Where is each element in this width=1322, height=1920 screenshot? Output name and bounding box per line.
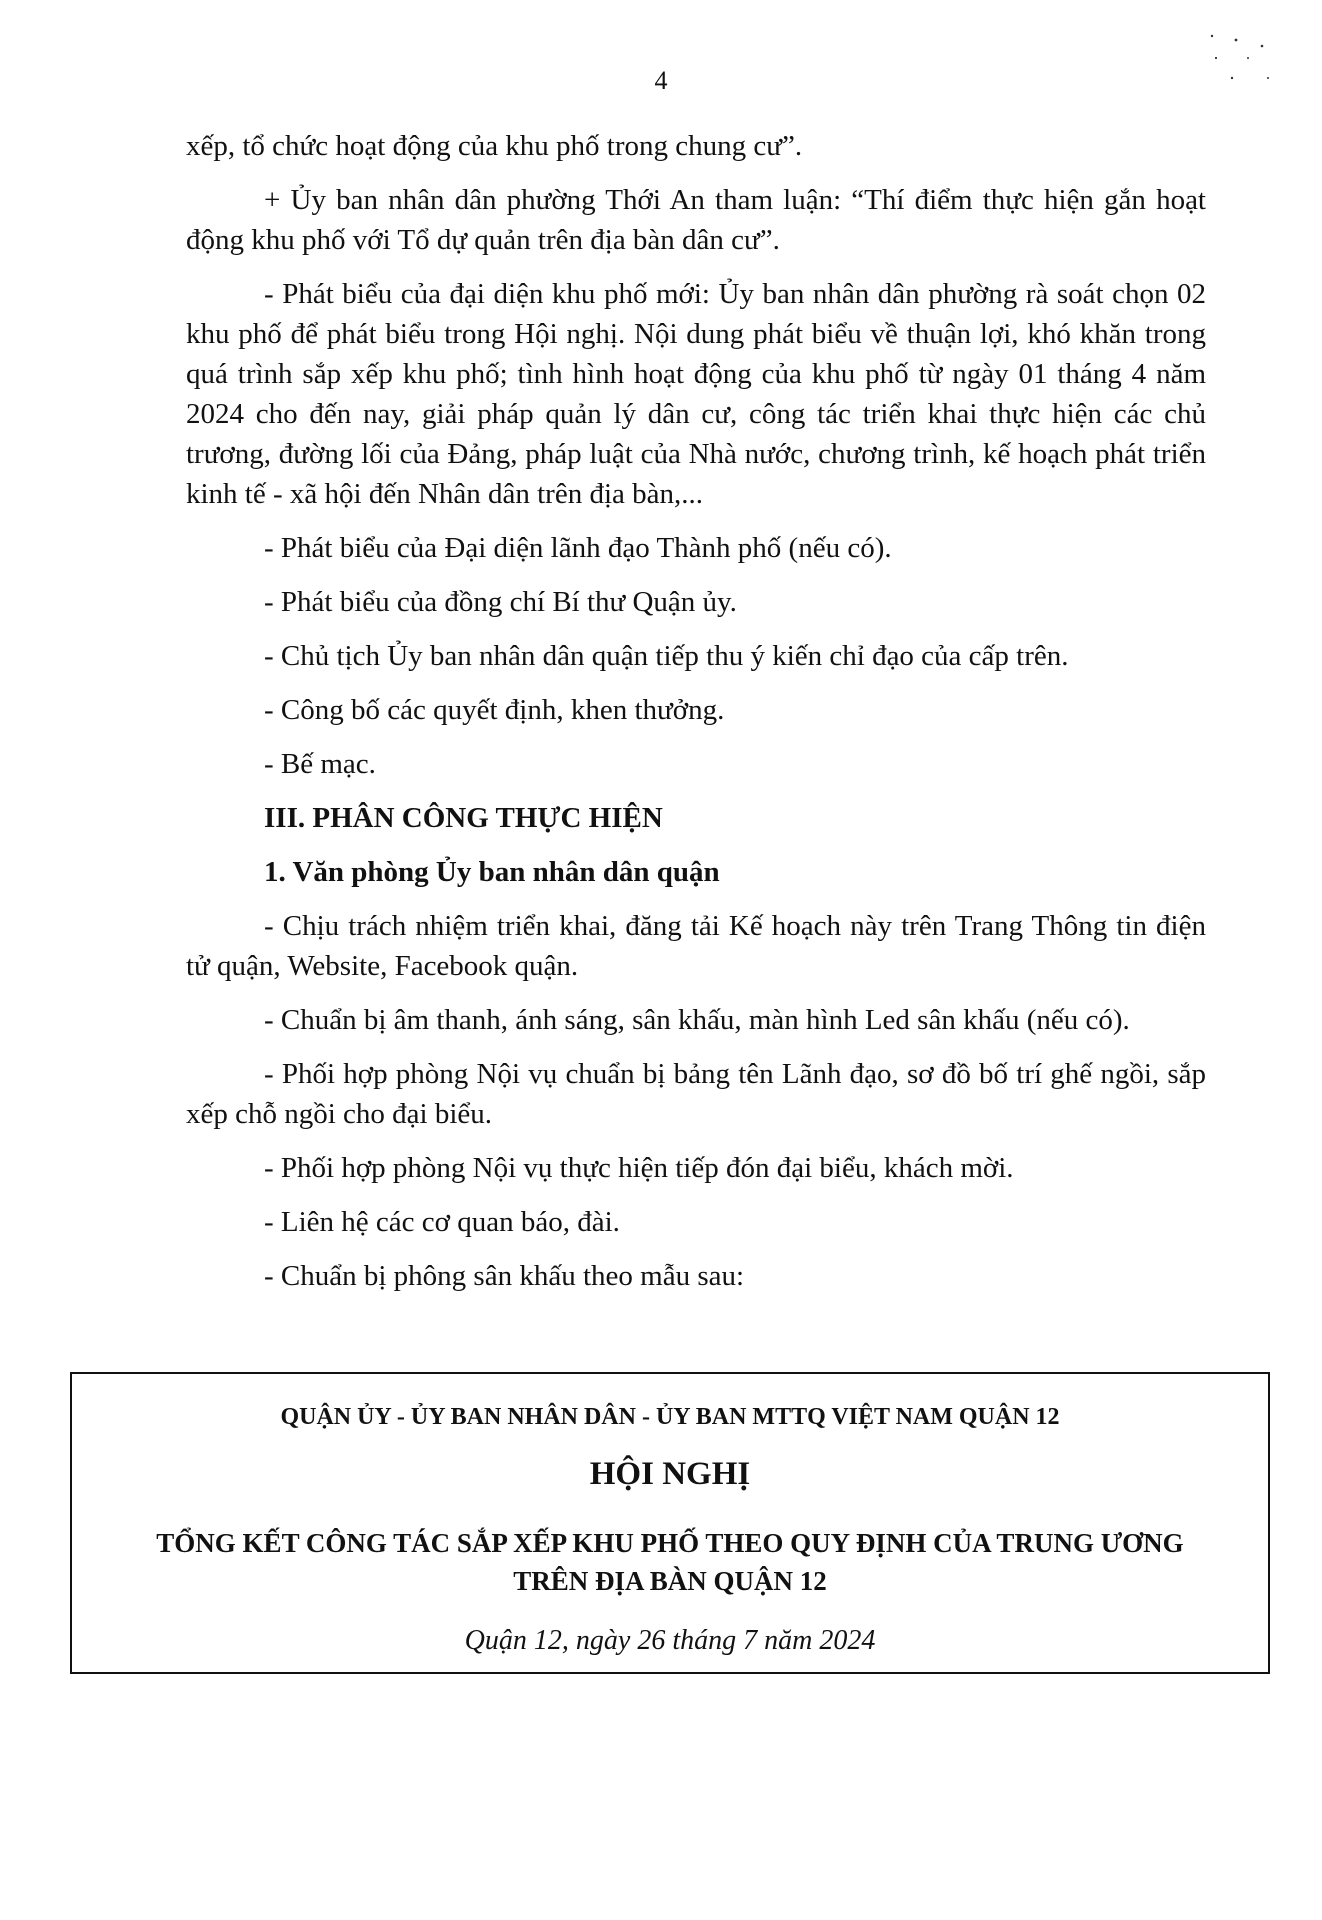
- paragraph-city-leader-speech: - Phát biểu của Đại diện lãnh đạo Thành phố (nếu có).: [264, 532, 892, 564]
- backdrop-date: Quận 12, ngày 26 tháng 7 năm 2024: [464, 1625, 876, 1656]
- section-heading: III. PHÂN CÔNG THỰC HIỆN: [264, 802, 663, 834]
- document-body: [186, 126, 1206, 1310]
- subsection-heading: 1. Văn phòng Ủy ban nhân dân quận: [264, 856, 720, 888]
- backdrop-subtitle-line2: TRÊN ĐỊA BÀN QUẬN 12: [513, 1566, 827, 1596]
- backdrop-title: HỘI NGHỊ: [589, 1456, 751, 1492]
- backdrop-organizations: QUẬN ỦY - ỦY BAN NHÂN DÂN - ỦY BAN MTTQ VIỆT NAM QUẬN 12: [280, 1404, 1060, 1430]
- task-item: - Phối hợp phòng Nội vụ chuẩn bị bảng tên Lãnh đạo, sơ đồ bố trí ghế ngồi, sắp xếp chỗ ngồi cho đại biểu.: [186, 1058, 1206, 1130]
- task-item: - Chuẩn bị âm thanh, ánh sáng, sân khấu, màn hình Led sân khấu (nếu có).: [264, 1004, 1130, 1036]
- task-item: - Phối hợp phòng Nội vụ thực hiện tiếp đón đại biểu, khách mời.: [264, 1152, 1014, 1184]
- task-item: - Chuẩn bị phông sân khấu theo mẫu sau:: [264, 1260, 745, 1292]
- page-number: 4: [654, 66, 668, 95]
- backdrop-subtitle: [72, 1524, 1268, 1600]
- paragraph-chairman-reception: - Chủ tịch Ủy ban nhân dân quận tiếp thu ý kiến chỉ đạo của cấp trên.: [264, 640, 1069, 672]
- paragraph-party-secretary-speech: - Phát biểu của đồng chí Bí thư Quận ủy.: [264, 586, 737, 618]
- backdrop-subtitle-line1: TỔNG KẾT CÔNG TÁC SẮP XẾP KHU PHỐ THEO QUY ĐỊNH CỦA TRUNG ƯƠNG: [156, 1528, 1184, 1558]
- task-item: - Chịu trách nhiệm triển khai, đăng tải Kế hoạch này trên Trang Thông tin điện tử quận, Website, Facebook quận.: [186, 910, 1206, 982]
- scan-speck-marks: [1202, 28, 1282, 98]
- paragraph-continuation: xếp, tổ chức hoạt động của khu phố trong chung cư”.: [186, 130, 803, 162]
- stage-backdrop-sample: [70, 1372, 1270, 1674]
- paragraph-announcement: - Công bố các quyết định, khen thưởng.: [264, 694, 725, 726]
- task-item: - Liên hệ các cơ quan báo, đài.: [264, 1206, 620, 1238]
- paragraph-closing: - Bế mạc.: [264, 748, 376, 780]
- paragraph-new-quarter-speech: - Phát biểu của đại diện khu phố mới: Ủy ban nhân dân phường rà soát chọn 02 khu phố để phát biểu trong Hội nghị. Nội dung phát biểu về thuận lợi, khó khăn trong quá trình sắp xếp khu phố; tình hình hoạt động của khu phố từ ngày 01 tháng 4 năm 2024 cho đến nay, giải pháp quản lý dân cư, công tác triển khai thực hiện các chủ trương, đường lối của Đảng, pháp luật của Nhà nước, chương trình, kế hoạch phát triển kinh tế - xã hội đến Nhân dân trên địa bàn,...: [186, 278, 1206, 510]
- paragraph-thoi-an-presentation: + Ủy ban nhân dân phường Thới An tham luận: “Thí điểm thực hiện gắn hoạt động khu phố với Tổ dự quản trên địa bàn dân cư”.: [186, 184, 1206, 256]
